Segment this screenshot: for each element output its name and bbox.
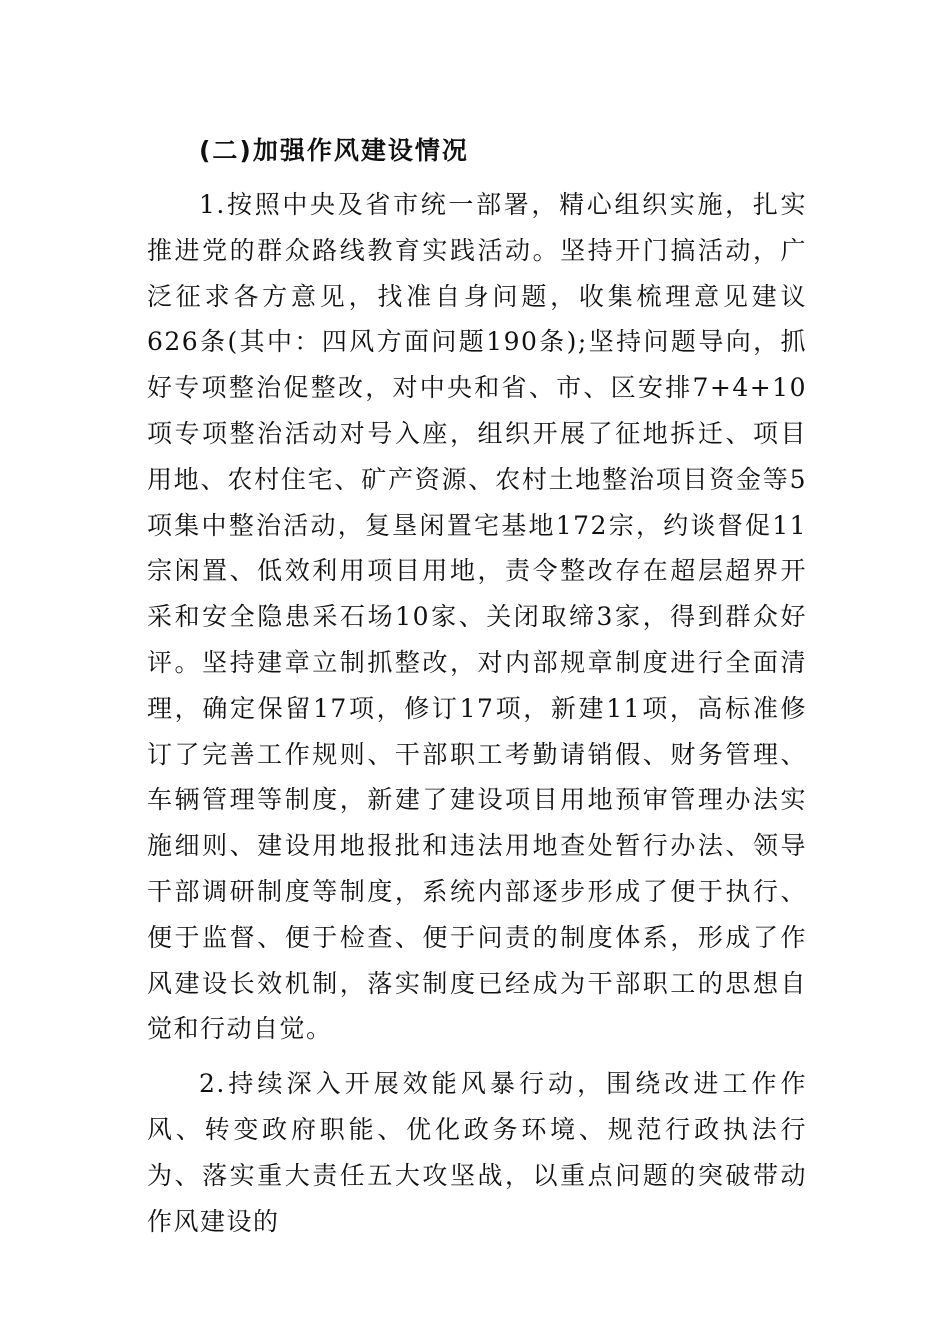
document-body [147,128,807,1253]
section-heading: (二)加强作风建设情况 [199,136,469,165]
paragraph-1: 1.按照中央及省市统一部署，精心组织实施，扎实推进党的群众路线教育实践活动。坚持开门搞活动，广泛征求各方意见，找准自身问题，收集梳理意见建议626条(其中：四风方面问题190条);坚持问题导向，抓好专项整治促整改，对中央和省、市、区安排7+4+10项专项整治活动对号入座，组织开展了征地拆迁、项目用地、农村住宅、矿产资源、农村土地整治项目资金等5项集中整治活动，复垦闲置宅基地172宗，约谈督促11宗闲置、低效利用项目用地，责令整改存在超层超界开采和安全隐患采石场10家、关闭取缔3家，得到群众好评。坚持建章立制抓整改，对内部规章制度进行全面清理，确定保留17项，修订17项，新建11项，高标准修订了完善工作规则、干部职工考勤请销假、财务管理、车辆管理等制度，新建了建设项目用地预审管理办法实施细则、建设用地报批和违法用地查处暂行办法、领导干部调研制度等制度，系统内部逐步形成了便于执行、便于监督、便于检查、便于问责的制度体系，形成了作风建设长效机制，落实制度已经成为干部职工的思想自觉和行动自觉。 [147,190,807,1044]
paragraph-2: 2.持续深入开展效能风暴行动，围绕改进工作作风、转变政府职能、优化政务环境、规范行政执法行为、落实重大责任五大攻坚战，以重点问题的突破带动作风建设的 [147,1069,807,1236]
